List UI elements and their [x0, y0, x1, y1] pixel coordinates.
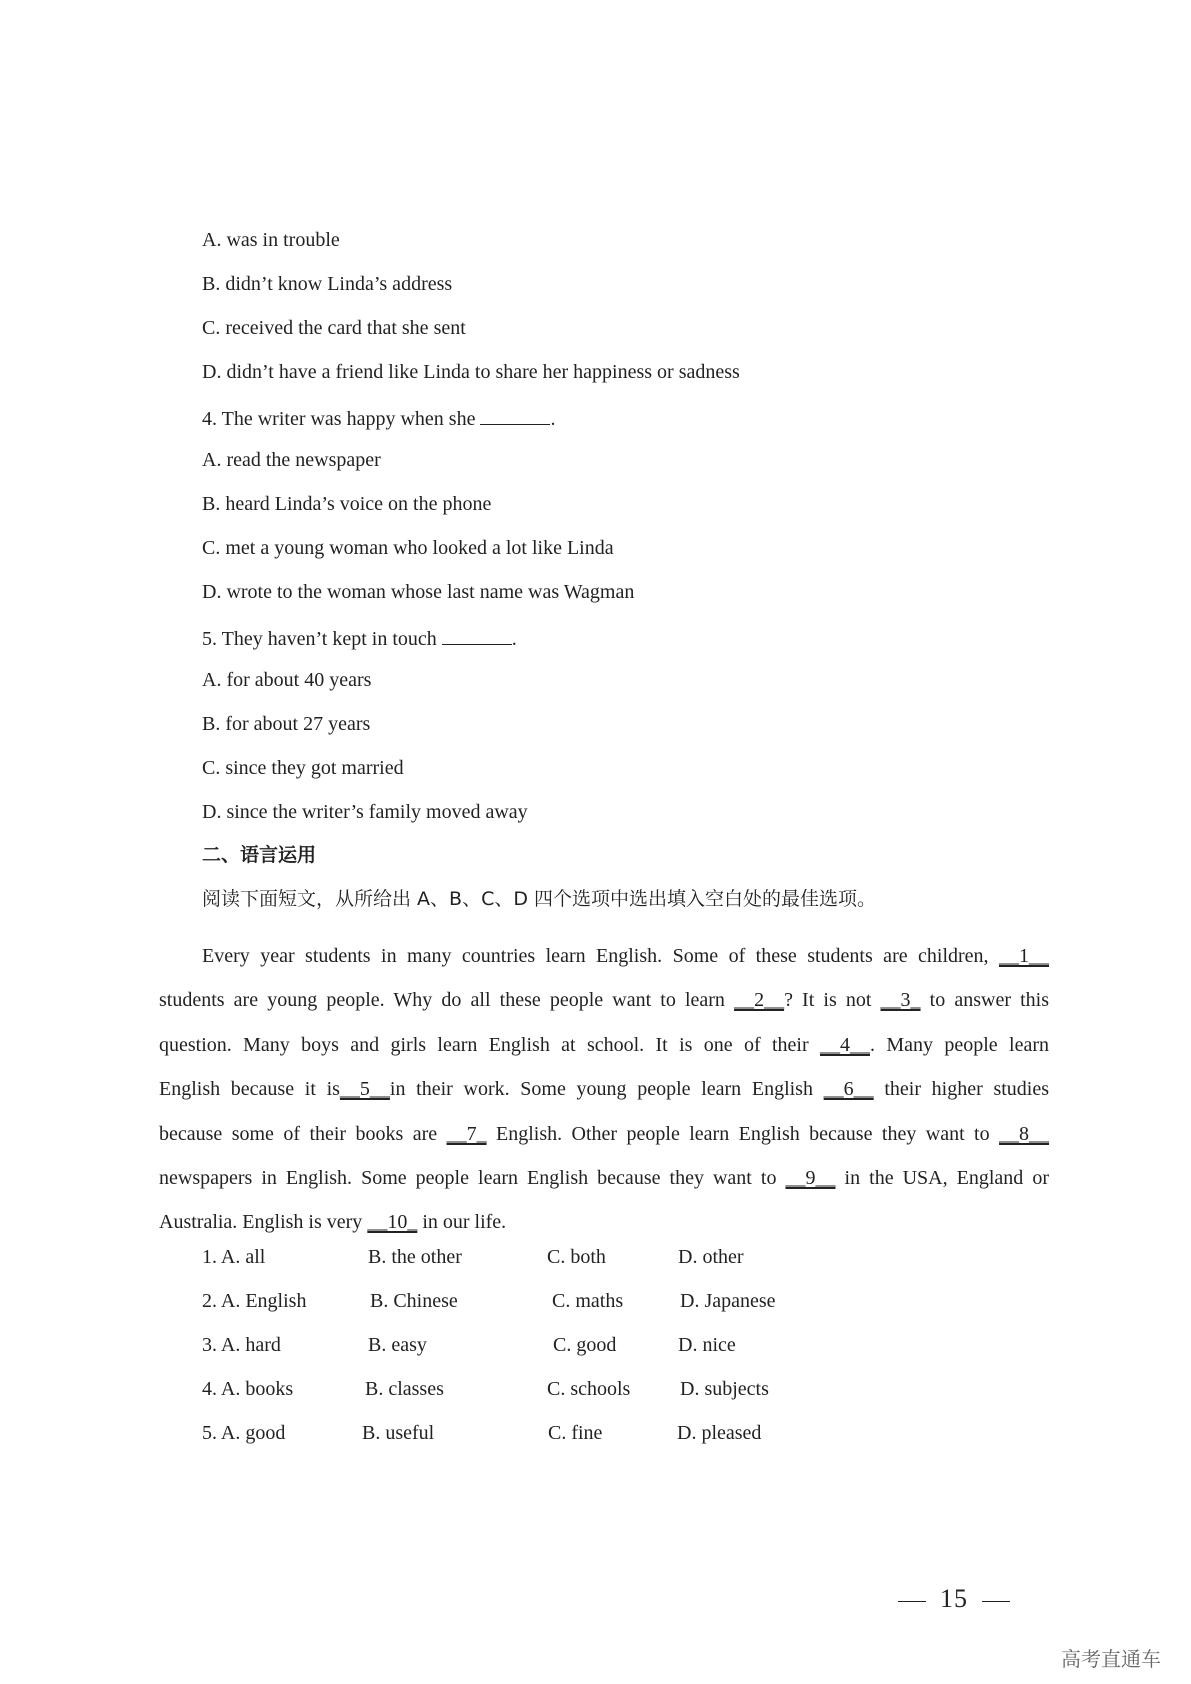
choice-row-5	[202, 1422, 852, 1446]
q5-option-d: D. since the writer’s family moved away	[202, 801, 528, 823]
choice-3a: 3. A. hard	[202, 1334, 281, 1356]
page-number	[884, 1584, 1024, 1614]
q4-stem-line	[202, 406, 555, 429]
q4-option-c: C. met a young woman who looked a lot like Linda	[202, 537, 614, 559]
choice-row-4	[202, 1378, 852, 1402]
q5-option-c: C. since they got married	[202, 757, 404, 779]
dash-right	[982, 1601, 1010, 1602]
choice-1a: 1. A. all	[202, 1246, 266, 1268]
blank-6: __6__	[823, 1078, 874, 1101]
q3-option-d: D. didn’t have a friend like Linda to share her happiness or sadness	[202, 361, 740, 383]
passage-line-6: newspapers in English. Some people learn English because they want to __9__ in the USA, England or	[159, 1167, 1050, 1190]
choice-5c: C. fine	[548, 1422, 603, 1444]
choice-5d: D. pleased	[677, 1422, 762, 1444]
passage-line-1: Every year students in many countries learn English. Some of these students are children, __1__	[202, 945, 1049, 967]
blank-3: __3_	[880, 989, 921, 1012]
choice-4b: B. classes	[365, 1378, 444, 1400]
blank-7: __7_	[446, 1122, 487, 1145]
cloze-passage	[159, 934, 1049, 1245]
q4-blank	[480, 406, 550, 425]
choice-4a: 4. A. books	[202, 1378, 294, 1400]
q5-stem-line	[202, 626, 517, 649]
choice-row-2	[202, 1290, 852, 1314]
choice-3c: C. good	[553, 1334, 617, 1356]
choice-3d: D. nice	[678, 1334, 736, 1356]
passage-line-4: English because it is__5__in their work. Some young people learn English __6__ their higher studies	[159, 1078, 1050, 1101]
watermark-text: 高考直通车	[1061, 1647, 1161, 1671]
passage-line-2: students are young people. Why do all these people want to learn __2__? It is not __3_ to answer this	[159, 989, 1050, 1012]
q3-option-b: B. didn’t know Linda’s address	[202, 273, 453, 295]
blank-1: __1__	[999, 945, 1049, 967]
section-title: 二、语言运用	[202, 844, 317, 866]
q4-option-a: A. read the newspaper	[202, 449, 381, 471]
blank-2: __2__	[734, 989, 785, 1012]
q5-option-a: A. for about 40 years	[202, 669, 372, 691]
q4-stem: 4. The writer was happy when she	[202, 408, 476, 430]
choice-4d: D. subjects	[680, 1378, 769, 1400]
choice-2b: B. Chinese	[370, 1290, 458, 1312]
q4-end: .	[550, 408, 556, 430]
page-number-text: 15	[940, 1584, 968, 1613]
choice-3b: B. easy	[368, 1334, 427, 1356]
blank-10: __10_	[367, 1211, 418, 1234]
blank-4: __4__	[820, 1033, 871, 1056]
choice-1c: C. both	[547, 1246, 606, 1268]
choice-5b: B. useful	[362, 1422, 435, 1444]
dash-left	[898, 1601, 926, 1602]
blank-5: __5__	[339, 1078, 390, 1101]
choice-row-1	[202, 1246, 852, 1270]
section-instruction: 阅读下面短文，从所给出 A、B、C、D 四个选项中选出填入空白处的最佳选项。	[202, 888, 877, 910]
blank-9: __9__	[785, 1167, 836, 1190]
q3-option-a: A. was in trouble	[202, 229, 340, 251]
passage-line-3: question. Many boys and girls learn English at school. It is one of their __4__. Many people learn	[159, 1033, 1049, 1056]
choice-4c: C. schools	[547, 1378, 631, 1400]
q3-option-c: C. received the card that she sent	[202, 317, 466, 339]
q5-blank	[442, 626, 512, 645]
choice-row-3	[202, 1334, 852, 1358]
choice-2d: D. Japanese	[680, 1290, 776, 1312]
choice-1d: D. other	[678, 1246, 744, 1268]
choice-2c: C. maths	[552, 1290, 624, 1312]
blank-8: __8__	[999, 1122, 1050, 1145]
q5-option-b: B. for about 27 years	[202, 713, 371, 735]
q4-option-d: D. wrote to the woman whose last name was Wagman	[202, 581, 635, 603]
q5-end: .	[511, 628, 517, 650]
choice-5a: 5. A. good	[202, 1422, 286, 1444]
choice-2a: 2. A. English	[202, 1290, 307, 1312]
q4-option-b: B. heard Linda’s voice on the phone	[202, 493, 492, 515]
passage-line-7: Australia. English is very __10_ in our life.	[159, 1211, 507, 1234]
passage-line-5: because some of their books are __7_ English. Other people learn English because they want to __8__	[159, 1122, 1050, 1145]
choice-1b: B. the other	[368, 1246, 462, 1268]
q5-stem: 5. They haven’t kept in touch	[202, 628, 437, 650]
